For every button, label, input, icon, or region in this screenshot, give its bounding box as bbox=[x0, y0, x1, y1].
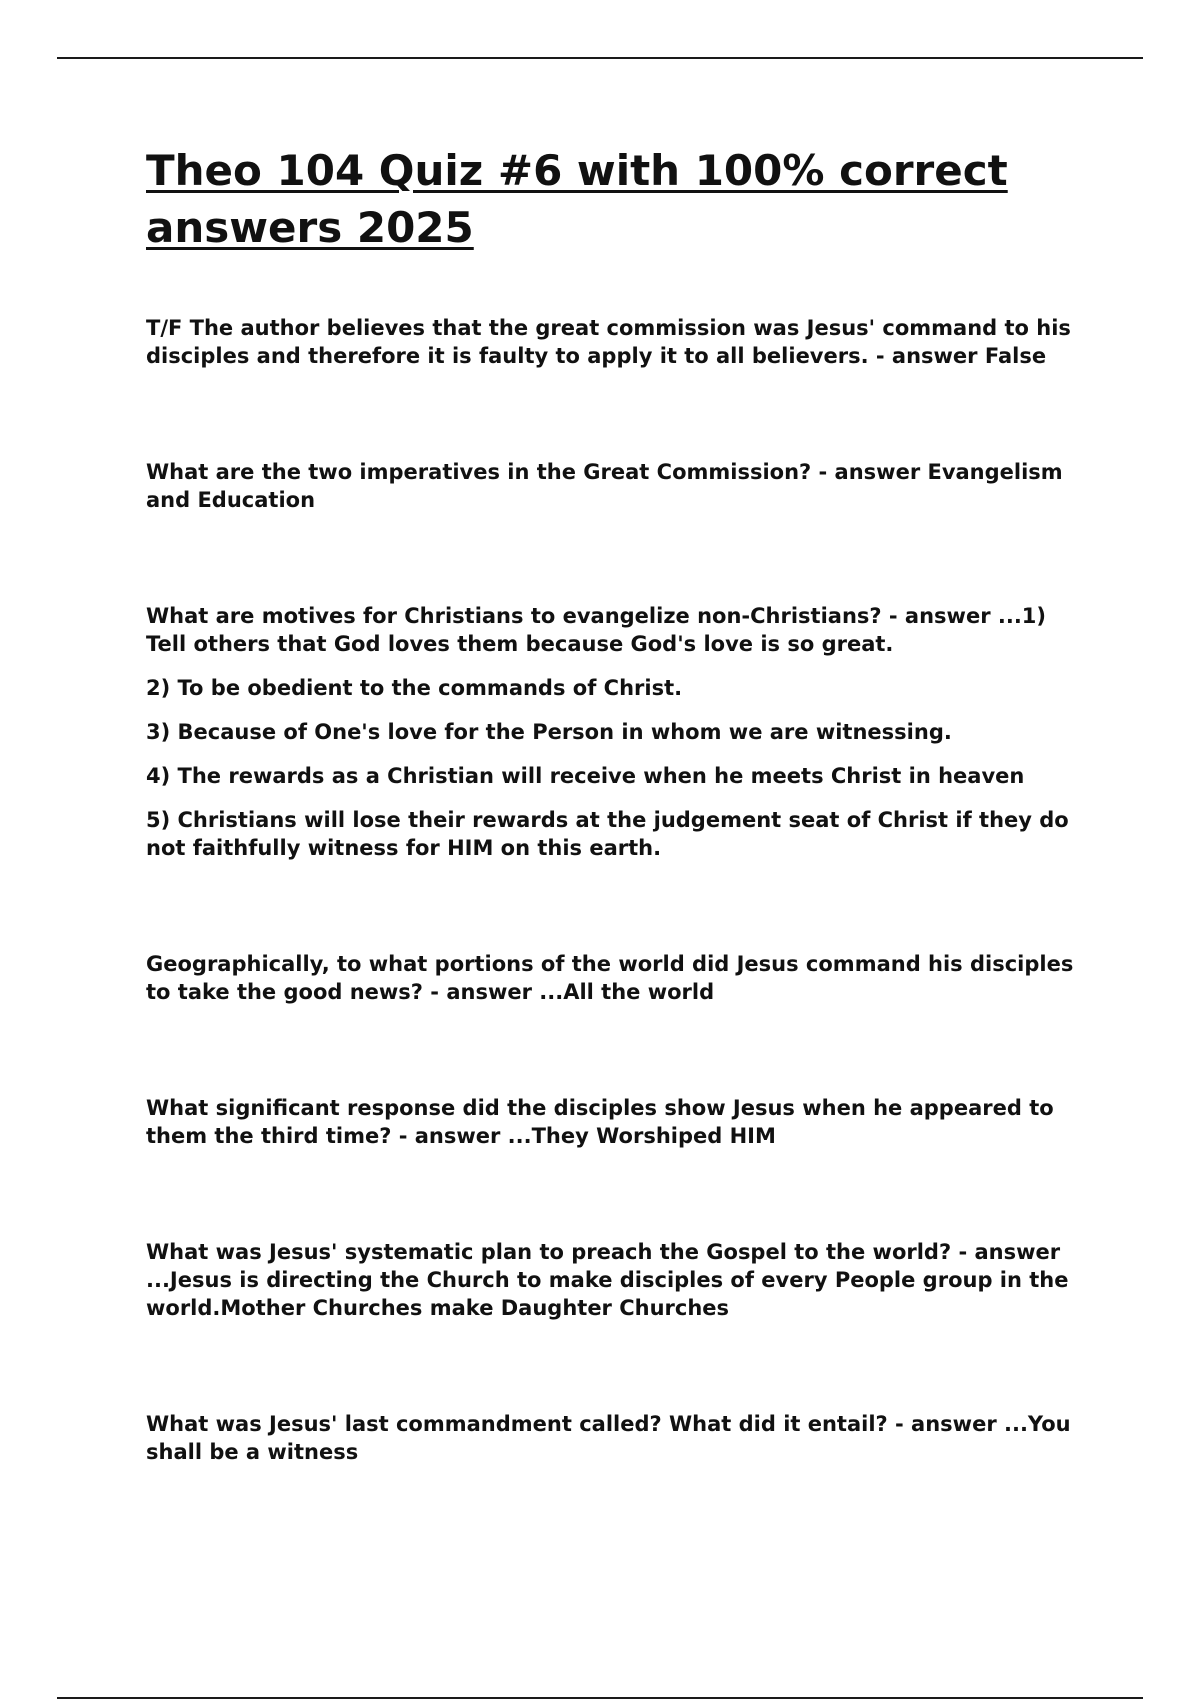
qa-text: What significant response did the disciples show Jesus when he appeared to them the third time? - answer ...They Worshiped HIM bbox=[146, 1096, 1054, 1148]
qa-item bbox=[146, 458, 1086, 514]
qa-text: 5) Christians will lose their rewards at the judgement seat of Christ if they do not faithfully witness for HIM on this earth. bbox=[146, 808, 1069, 860]
qa-text: Geographically, to what portions of the world did Jesus command his disciples to take the good news? - answer ...All the world bbox=[146, 952, 1074, 1004]
qa-item bbox=[146, 950, 1086, 1006]
qa-text: T/F The author believes that the great commission was Jesus' command to his disciples and therefore it is faulty to apply it to all believers. - answer False bbox=[146, 316, 1071, 368]
qa-item bbox=[146, 1094, 1086, 1150]
spacer bbox=[146, 544, 1086, 602]
document-title: Theo 104 Quiz #6 with 100% correct answers 2025 bbox=[146, 146, 1008, 252]
spacer bbox=[146, 400, 1086, 458]
qa-text: What are motives for Christians to evangelize non-Christians? - answer ...1) Tell others that God loves them because God's love is so great. bbox=[146, 604, 1047, 656]
qa-text: 4) The rewards as a Christian will receive when he meets Christ in heaven bbox=[146, 764, 1025, 788]
top-rule bbox=[57, 57, 1143, 59]
document-body bbox=[146, 142, 1086, 1496]
qa-text: 3) Because of One's love for the Person in whom we are witnessing. bbox=[146, 720, 952, 744]
spacer bbox=[146, 1036, 1086, 1094]
spacer bbox=[146, 1352, 1086, 1410]
bottom-rule bbox=[57, 1697, 1143, 1699]
spacer bbox=[146, 892, 1086, 950]
spacer bbox=[146, 1180, 1086, 1238]
qa-list bbox=[146, 314, 1086, 1466]
qa-item bbox=[146, 602, 1086, 862]
qa-item bbox=[146, 314, 1086, 370]
qa-text: What was Jesus' systematic plan to preach the Gospel to the world? - answer ...Jesus is directing the Church to make disciples of every People group in the world.Mother Churches make Daughter Churches bbox=[146, 1240, 1069, 1320]
qa-text: What are the two imperatives in the Great Commission? - answer Evangelism and Education bbox=[146, 460, 1063, 512]
qa-text: What was Jesus' last commandment called? What did it entail? - answer ...You shall be a witness bbox=[146, 1412, 1071, 1464]
qa-item bbox=[146, 1238, 1086, 1322]
qa-text: 2) To be obedient to the commands of Christ. bbox=[146, 676, 683, 700]
qa-item bbox=[146, 1410, 1086, 1466]
